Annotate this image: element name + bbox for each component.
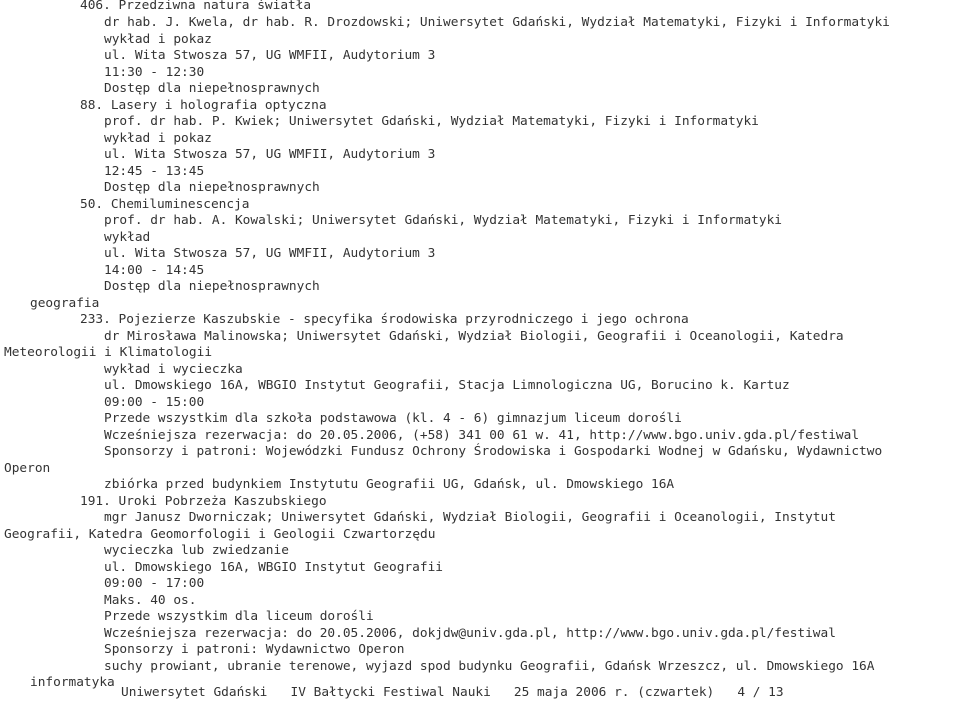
event-time: 14:00 - 14:45 <box>104 263 205 278</box>
event-audience: Przede wszystkim dla szkoła podstawowa (kl. 4 - 6) gimnazjum liceum dorośli <box>104 411 682 426</box>
event-title: 88. Lasery i holografia optyczna <box>80 98 327 113</box>
event-reservation: Wcześniejsza rezerwacja: do 20.05.2006, dokjdw@univ.gda.pl, http://www.bgo.univ.gda.pl/festiwal <box>104 626 836 641</box>
event-notes: zbiórka przed budynkiem Instytutu Geografii UG, Gdańsk, ul. Dmowskiego 16A <box>104 477 675 492</box>
event-time: 09:00 - 15:00 <box>104 395 205 410</box>
event-form: wykład i pokaz <box>104 131 212 146</box>
event-accessibility: Dostęp dla niepełnosprawnych <box>104 279 320 294</box>
event-presenters-continued: Geografii, Katedra Geomorfologii i Geologii Czwartorzędu <box>4 527 436 542</box>
event-presenters: prof. dr hab. A. Kowalski; Uniwersytet Gdański, Wydział Matematyki, Fizyki i Informatyki <box>104 213 782 228</box>
event-presenters: dr Mirosława Malinowska; Uniwersytet Gdański, Wydział Biologii, Geografii i Oceanologii, Katedra <box>104 329 844 344</box>
event-location: ul. Wita Stwosza 57, UG WMFII, Audytorium 3 <box>104 48 436 63</box>
event-presenters: dr hab. J. Kwela, dr hab. R. Drozdowski; Uniwersytet Gdański, Wydział Matematyki, Fizyki i Informatyki <box>104 15 890 30</box>
event-sponsors: Sponsorzy i patroni: Wojewódzki Fundusz Ochrony Środowiska i Gospodarki Wodnej w Gdańsku, Wydawnictwo <box>104 444 883 459</box>
category-heading: informatyka <box>30 675 115 690</box>
event-audience: Przede wszystkim dla liceum dorośli <box>104 609 374 624</box>
event-time: 09:00 - 17:00 <box>104 576 205 591</box>
event-form: wycieczka lub zwiedzanie <box>104 543 289 558</box>
event-sponsors: Sponsorzy i patroni: Wydawnictwo Operon <box>104 642 405 657</box>
event-presenters: mgr Janusz Dworniczak; Uniwersytet Gdański, Wydział Biologii, Geografii i Oceanologii, Instytut <box>104 510 836 525</box>
event-form: wykład i wycieczka <box>104 362 243 377</box>
event-title: 191. Uroki Pobrzeża Kaszubskiego <box>80 494 327 509</box>
event-location: ul. Dmowskiego 16A, WBGIO Instytut Geografii <box>104 560 443 575</box>
event-presenters: prof. dr hab. P. Kwiek; Uniwersytet Gdański, Wydział Matematyki, Fizyki i Informatyki <box>104 114 759 129</box>
page-footer: Uniwersytet Gdański IV Bałtycki Festiwal Nauki 25 maja 2006 r. (czwartek) 4 / 13 <box>121 685 784 700</box>
event-accessibility: Dostęp dla niepełnosprawnych <box>104 81 320 96</box>
event-reservation: Wcześniejsza rezerwacja: do 20.05.2006, (+58) 341 00 61 w. 41, http://www.bgo.univ.gda.pl/festiwal <box>104 428 860 443</box>
event-title: 406. Przedziwna natura światła <box>80 0 312 13</box>
event-form: wykład <box>104 230 151 245</box>
event-capacity: Maks. 40 os. <box>104 593 197 608</box>
category-heading: geografia <box>30 296 100 311</box>
event-form: wykład i pokaz <box>104 32 212 47</box>
event-location: ul. Wita Stwosza 57, UG WMFII, Audytorium 3 <box>104 147 436 162</box>
event-notes: suchy prowiant, ubranie terenowe, wyjazd spod budynku Geografii, Gdańsk Wrzeszcz, ul. Dmowskiego 16A <box>104 659 875 674</box>
event-location: ul. Wita Stwosza 57, UG WMFII, Audytorium 3 <box>104 246 436 261</box>
event-sponsors-continued: Operon <box>4 461 51 476</box>
event-accessibility: Dostęp dla niepełnosprawnych <box>104 180 320 195</box>
event-time: 11:30 - 12:30 <box>104 65 205 80</box>
event-presenters-continued: Meteorologii i Klimatologii <box>4 345 213 360</box>
event-title: 233. Pojezierze Kaszubskie - specyfika środowiska przyrodniczego i jego ochrona <box>80 312 689 327</box>
event-location: ul. Dmowskiego 16A, WBGIO Instytut Geografii, Stacja Limnologiczna UG, Borucino k. Kartuz <box>104 378 790 393</box>
event-title: 50. Chemiluminescencja <box>80 197 250 212</box>
event-time: 12:45 - 13:45 <box>104 164 205 179</box>
